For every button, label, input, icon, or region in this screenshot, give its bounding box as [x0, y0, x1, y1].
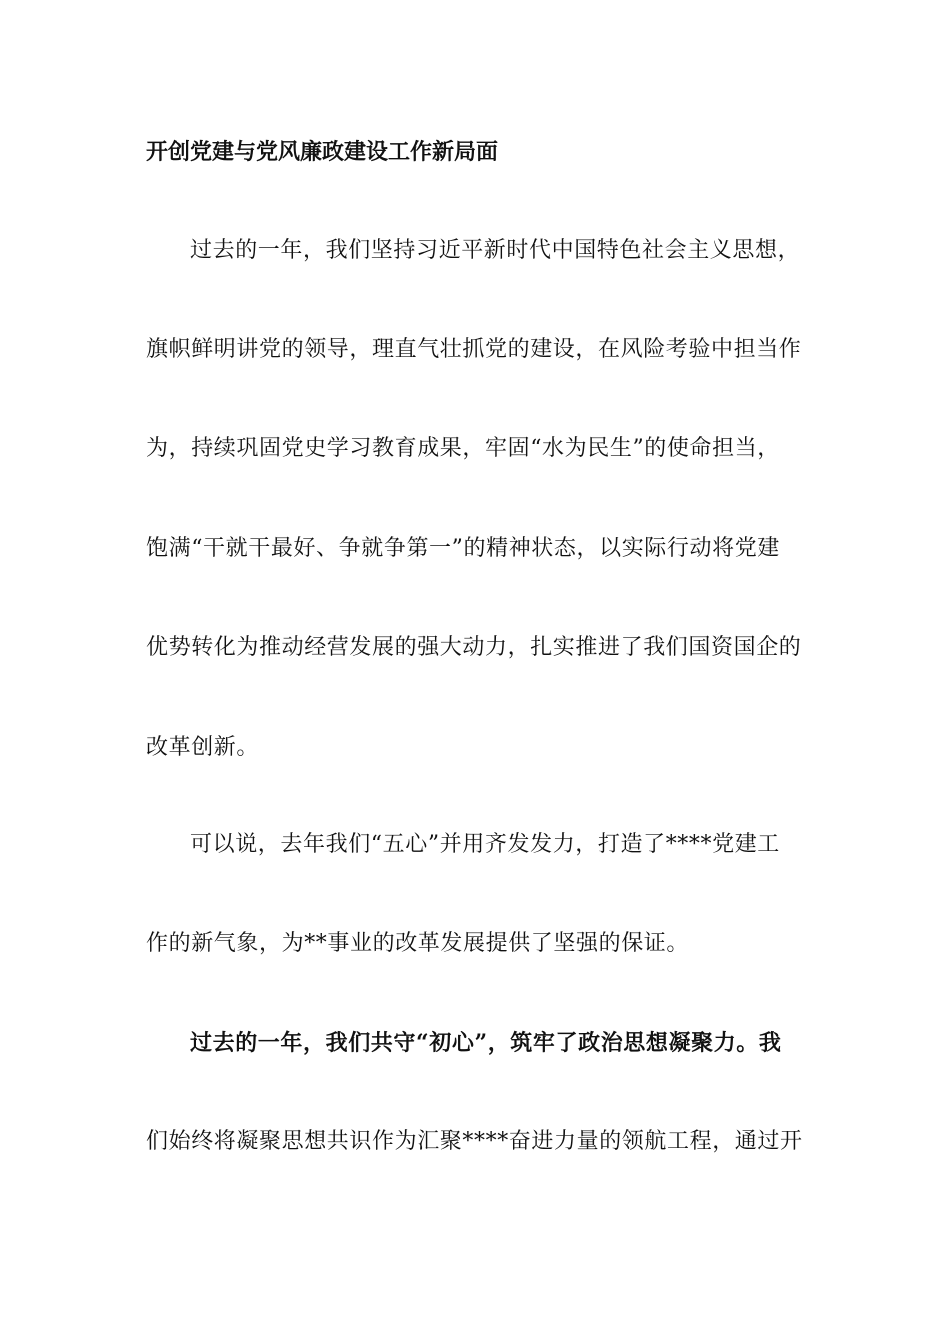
paragraph-2-line-1: 可以说，去年我们“五心”并用齐发发力，打造了****党建工 [190, 832, 780, 857]
document-title: 开创党建与党风廉政建设工作新局面 [146, 139, 499, 165]
paragraph-2-line-2: 作的新气象，为**事业的改革发展提供了坚强的保证。 [146, 931, 690, 956]
paragraph-1-line-6: 改革创新。 [146, 735, 260, 760]
paragraph-1-line-3: 为，持续巩固党史学习教育成果，牢固“水为民生”的使命担当， [146, 436, 780, 461]
paragraph-1-line-2: 旗帜鲜明讲党的领导，理直气壮抓党的建设，在风险考验中担当作 [146, 337, 802, 362]
paragraph-1-line-1: 过去的一年，我们坚持习近平新时代中国特色社会主义思想， [190, 238, 801, 263]
paragraph-3-line-2: 们始终将凝聚思想共识作为汇聚****奋进力量的领航工程，通过开 [146, 1129, 803, 1154]
paragraph-3-line-1: 过去的一年，我们共守“初心”，筑牢了政治思想凝聚力。我 [190, 1030, 782, 1056]
paragraph-1-line-4: 饱满“干就干最好、争就争第一”的精神状态，以实际行动将党建 [146, 536, 780, 561]
paragraph-1-line-5: 优势转化为推动经营发展的强大动力，扎实推进了我们国资国企的 [146, 635, 802, 660]
